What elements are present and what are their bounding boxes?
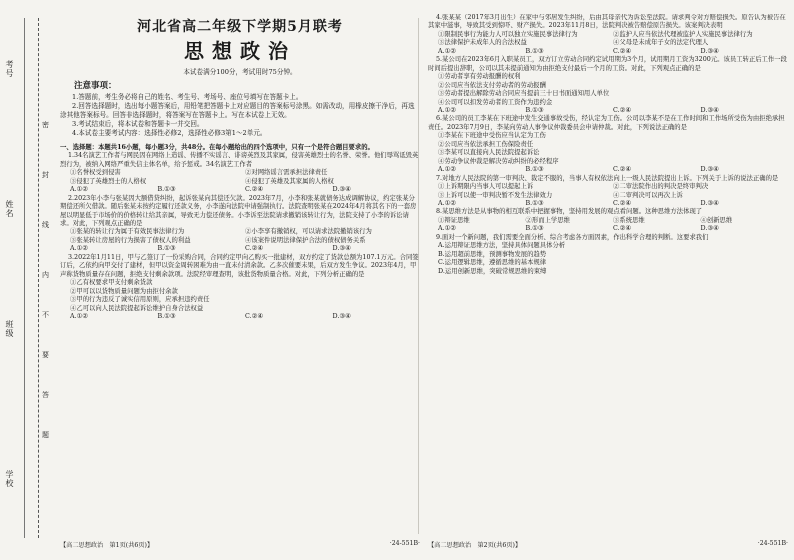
footer-page-label: 【高二思想政治 第2页(共6页)】 xyxy=(428,542,522,549)
question-8-options-row xyxy=(428,217,788,225)
choice: B.①③ xyxy=(157,312,176,320)
note-item: 2.回答选择题时，选出每小题答案后，用铅笔把答题卡上对应题目的答案标号涂黑。如需改动，用橡皮擦干净后，再选涂其他答案标号。回答非选择题时，将答案写在答题卡上。写在本试卷上无效。 xyxy=(60,101,415,119)
choice: C.②④ xyxy=(613,106,632,114)
question-2-stem: 2.2023年小李与张某因大额借贷纠纷，起诉张某向其偿还欠款。2023年7月，小李和张某就债务达成调解协议，约定张某分期偿还所欠借款。随后张某未按约定履行还款义务，小李遂向法院申请强制执行。法院查明张某在2024年4月将其名下的一套房屋以明显低于市场价的价格转让给其亲属，导致无力偿还债务。小李诉至法院请求撤销该转让行为，法院支持了小李的诉讼请求。对此，下列观点正确的是 xyxy=(60,194,417,227)
choice: C.②④ xyxy=(613,199,632,207)
question-7-stem: 7.对地方人民法院的第一审判决、裁定不服的，当事人有权依法向上一级人民法院提出上诉。下列关于上诉的说法正确的是 xyxy=(436,174,779,182)
question-4-stem: 4.张某某（2017年3月出生）在家中与邻居发生纠纷，后由其母亲代为诉讼至法院。请求判令对方赔偿损失。原告认为被告在其家中滋事，导致其受到惊吓、财产损失。2023年11月8日，法院判决被告赔偿原告损失。该案判决表明 xyxy=(428,14,786,30)
choice: B.①③ xyxy=(525,166,544,174)
choice: B.①③ xyxy=(525,47,544,55)
binding-line-dashed xyxy=(38,18,39,538)
choice: D.③④ xyxy=(332,186,351,194)
subject-title: 思想政治 xyxy=(184,39,296,63)
option: ①名誉权受到侵害 xyxy=(70,169,121,177)
option: ④父母是未成年子女的法定代理人 xyxy=(613,39,709,47)
option: ④劳动争议仲裁是解决劳动纠纷的必经程序 xyxy=(438,157,559,165)
margin-char: 要 xyxy=(42,351,49,359)
question-2-choices xyxy=(60,245,420,253)
option: B.运用超前思维，预测事物发展的趋势 xyxy=(438,250,547,258)
margin-char: 不 xyxy=(42,311,49,319)
option: ①李某在下班途中受伤应当认定为工伤 xyxy=(438,132,546,140)
choice: A.①② xyxy=(70,245,88,253)
question-1-options-row xyxy=(60,169,420,177)
question-3-choices xyxy=(60,313,420,321)
page-footer-right xyxy=(428,540,788,549)
choice: C.②④ xyxy=(245,245,264,253)
option: ②监护人应当依法代理被监护人实施民事法律行为 xyxy=(613,30,753,38)
question-9-stem: 9.面对一个新问题，我们需要全面分析、综合考虑各方面因素，作出科学合理的判断。这要求我们 xyxy=(436,233,709,241)
choice: C.②④ xyxy=(245,186,264,194)
option: ②公司应当依法支付劳动者的劳动报酬 xyxy=(438,81,546,89)
margin-label-school: 学校 xyxy=(5,470,14,488)
choice: D.③④ xyxy=(332,312,351,320)
option: ③系统思维 xyxy=(613,216,645,224)
option: C.运用逻辑思维，遵循思维的基本规律 xyxy=(438,259,547,267)
choice: A.①② xyxy=(438,166,456,174)
option: ④公司可以扣发劳动者的工资作为违约金 xyxy=(438,98,553,106)
option: ③李某可以直接向人民法院提起诉讼 xyxy=(438,149,540,157)
choice: D.③④ xyxy=(700,225,719,233)
choice: C.②④ xyxy=(613,166,632,174)
binding-margin xyxy=(0,0,56,560)
choice: D.③④ xyxy=(700,199,719,207)
option: D.运用创新思维，突破常规思维的束缚 xyxy=(438,267,547,275)
option: A.运用辩证思维方法，坚持具体问题具体分析 xyxy=(438,242,566,250)
binding-line-outer xyxy=(24,18,25,538)
question-7-options-row xyxy=(428,183,788,191)
option: ④创新思维 xyxy=(700,216,733,224)
note-item: 1.答题前，考生务必将自己的姓名、考生号、考场号、座位号填写在答题卡上。 xyxy=(72,92,303,101)
option: ④二审判决可以再次上诉 xyxy=(613,191,683,199)
choice: D.③④ xyxy=(700,47,719,55)
option: ④侵犯了英雄及其家属的人格权 xyxy=(245,177,334,185)
margin-char: 线 xyxy=(42,221,49,229)
note-item: 4.本试卷主要考试内容：选择性必修2，选择性必修3第1～2单元。 xyxy=(72,128,267,137)
option: ③上诉可以使一审判决暂不发生法律效力 xyxy=(438,191,553,199)
question-6-choices xyxy=(428,166,788,174)
choice: A.①② xyxy=(70,186,88,194)
option: ①乙有权要求甲支付剩余货款 xyxy=(70,279,153,287)
question-5-stem: 5.某公司在2023年6月入职某员工，双方订立劳动合同约定试用期为3个月，试用期月工资为3200元。该员工转正后工作一段时间后提出辞职，公司以其未提前通知为由拒绝支付最后一个月的工资。对此，下列观点正确的是 xyxy=(428,56,787,72)
option: ②二审法院作出的判决是终审判决 xyxy=(613,183,709,191)
choice: C.②④ xyxy=(245,312,264,320)
question-1-choices xyxy=(60,186,420,194)
notes-heading: 注意事项： xyxy=(74,81,117,92)
question-8-stem: 8.某思维方法是从事物的相互联系中把握事物，坚持用发展的观点看问题。这种思维方法体现了 xyxy=(436,208,703,216)
option: ④该案件说明法律保护合法的债权债务关系 xyxy=(245,236,366,244)
footer-page-label: 【高二思想政治 第1页(共6页)】 xyxy=(60,542,154,549)
choice: D.③④ xyxy=(332,245,351,253)
margin-char: 内 xyxy=(42,271,49,279)
left-column xyxy=(60,14,420,534)
question-1-stem: 1.34名演艺工作者与网民因在网络上造谣、传播不实谣言、诽谤英烈及其家属，侵害英雄烈士的名誉、荣誉。他们辱骂诋毁英烈行为，被纳入网络严重失信主体名单，给予惩戒。34名演艺工作者 xyxy=(60,152,419,168)
question-4-choices xyxy=(428,48,788,56)
choice: B.①③ xyxy=(525,199,544,207)
choice: B.①③ xyxy=(525,225,544,233)
option: ③劳动者提出解除劳动合同应当提前三十日书面通知用人单位 xyxy=(438,90,610,98)
margin-char: 题 xyxy=(42,431,49,439)
section-heading: 一、选择题：本题共16小题，每小题3分，共48分。在每小题给出的四个选项中，只有一个是符合题目要求的。 xyxy=(60,143,374,151)
exam-duration-note: 本试卷满分100分，考试用时75分钟。 xyxy=(183,68,297,76)
option: ②甲可以以货物质量问题为由拒付余款 xyxy=(70,287,178,295)
margin-char: 答 xyxy=(42,391,49,399)
margin-char: 密 xyxy=(42,121,49,129)
choice: A.①② xyxy=(438,106,456,114)
margin-label-exam-number: 考号 xyxy=(5,60,14,78)
choice: C.②④ xyxy=(613,47,632,55)
margin-label-class: 班级 xyxy=(5,320,14,338)
choice: B.①③ xyxy=(157,245,176,253)
margin-label-name: 姓名 xyxy=(5,200,14,218)
question-8-choices xyxy=(428,225,788,233)
footer-code: ·24-551B· xyxy=(389,540,420,547)
option: ③甲的行为违反了诚实信用原则，应承担违约责任 xyxy=(70,296,210,304)
question-7-options-row xyxy=(428,192,788,200)
question-1-options-row xyxy=(60,178,420,186)
choice: A.①② xyxy=(70,312,88,320)
option: ①劳动者享有劳动报酬的权利 xyxy=(438,73,521,81)
question-2-options-row xyxy=(60,228,420,236)
question-4-options-row xyxy=(428,39,788,47)
option: ②对网络谣言需承担法律责任 xyxy=(245,169,328,177)
choice: C.②④ xyxy=(613,225,632,233)
option: ③法律保护未成年人的合法权益 xyxy=(438,39,527,47)
note-item: 3.考试结束后，将本试卷和答题卡一并交回。 xyxy=(72,119,204,128)
page-footer-left xyxy=(60,540,420,549)
option: ①上诉期限内当事人可以提起上诉 xyxy=(438,183,534,191)
question-3-stem: 3.2022年1月11日，甲与乙签订了一份采购合同，合同约定甲向乙购买一批建材，双方约定了货款总额为107.1万元。合同签订后，乙依约向甲交付了建材，但甲以资金周转困难为由一直未付清余款。乙多次催要未果，后双方发生争议。2023年4月，甲声称货物质量存在问题，拒绝支付剩余款项。法院经审理查明，该批货物质量合格。对此，下列分析正确的是 xyxy=(60,253,419,278)
margin-char: 封 xyxy=(42,171,49,179)
choice: D.③④ xyxy=(700,166,719,174)
question-6-stem: 6.某公司的员工李某在下班途中发生交通事故受伤，经认定为工伤。公司以李某不是在工作时间和工作场所受伤为由拒绝承担责任。2023年7月9日，李某向劳动人事争议仲裁委员会申请仲裁。对此，下列说法正确的是 xyxy=(428,115,785,131)
option: ③张某转让房屋的行为损害了债权人的利益 xyxy=(70,236,191,244)
choice: A.①② xyxy=(438,47,456,55)
choice: A.①② xyxy=(438,225,456,233)
right-column xyxy=(428,14,788,534)
option: ②小李享有撤销权，可以请求法院撤销该行为 xyxy=(245,228,372,236)
option: ③侵犯了英雄烈士的人格权 xyxy=(70,177,147,185)
question-2-options-row xyxy=(60,237,420,245)
exam-title: 河北省高二年级下学期5月联考 xyxy=(137,19,343,35)
option: ①辩证思维 xyxy=(438,216,470,224)
choice: B.①③ xyxy=(157,186,176,194)
footer-code: ·24-551B· xyxy=(757,540,788,547)
option: ②公司应当依法承担工伤保险责任 xyxy=(438,140,534,148)
option: ④乙可以向人民法院提起诉讼维护自身合法权益 xyxy=(70,304,204,312)
choice: A.①② xyxy=(438,199,456,207)
choice: B.①③ xyxy=(525,106,544,114)
option: ②形而上学思维 xyxy=(525,216,570,224)
choice: D.③④ xyxy=(700,106,719,114)
option: ①限制民事行为能力人可以独立实施民事法律行为 xyxy=(438,30,578,38)
option: ①张某的转让行为属于有效民事法律行为 xyxy=(70,228,185,236)
